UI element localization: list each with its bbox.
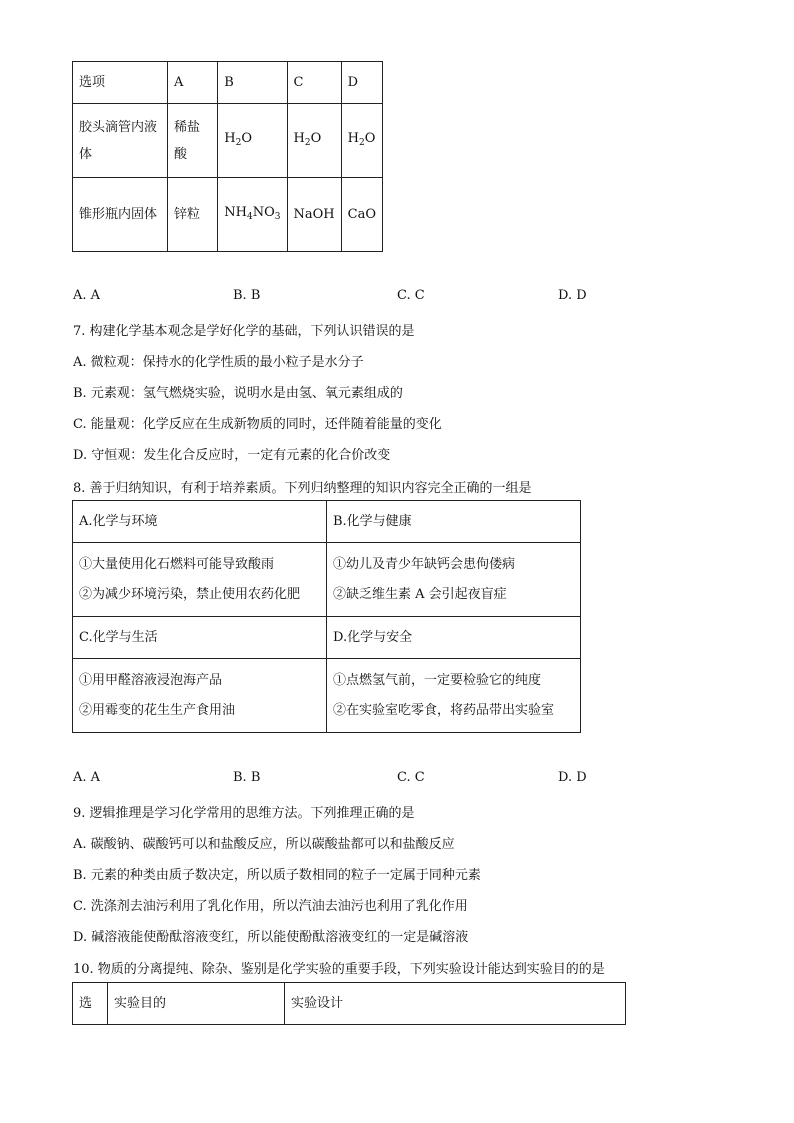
q7-option-b[interactable]: B. 元素观：氢气燃烧实验，说明水是由氢、氧元素组成的 [73,386,403,401]
q8-a-item-2: ②为减少环境污染，禁止使用农药化肥 [79,586,301,602]
q10-header-option: 选 [73,983,108,1025]
q9-option-c[interactable]: C. 洗涤剂去油污利用了乳化作用，所以汽油去油污也利用了乳化作用 [73,899,468,914]
q8-a-items [73,543,327,617]
q10-table [72,982,626,1025]
q6-row2-c: NaOH [287,178,341,252]
q8-c-items [73,659,327,733]
q8-answer-c[interactable]: C. C [397,770,425,785]
q6-row1-c: $H_2O$ [287,104,341,178]
q6-answer-b[interactable]: B. B [233,288,261,303]
q8-c-title: C.化学与生活 [73,617,327,659]
q6-row2-label: 锥形瓶内固体 [73,178,168,252]
q6-header-option: 选项 [73,62,168,104]
q6-row2-b: $NH_4NO_3$ [218,178,287,252]
q8-c-item-1: ①用甲醛溶液浸泡海产品 [79,672,223,688]
q6-header-a: A [167,62,217,104]
q8-b-title: B.化学与健康 [327,501,581,543]
q7-option-c[interactable]: C. 能量观：化学反应在生成新物质的同时，还伴随着能量的变化 [73,417,442,432]
q6-row1-b: $H_2O$ [218,104,287,178]
q6-table [72,61,383,252]
q7-stem: 7. 构建化学基本观念是学好化学的基础，下列认识错误的是 [73,324,415,339]
q8-a-item-1: ①大量使用化石燃料可能导致酸雨 [79,556,275,572]
q7-option-d[interactable]: D. 守恒观：发生化合反应时，一定有元素的化合价改变 [73,448,391,463]
q8-answer-b[interactable]: B. B [233,770,261,785]
q9-option-a[interactable]: A. 碳酸钠、碳酸钙可以和盐酸反应，所以碳酸盐都可以和盐酸反应 [73,837,455,852]
q8-stem: 8. 善于归纳知识，有利于培养素质。下列归纳整理的知识内容完全正确的一组是 [73,481,532,496]
q10-header-purpose: 实验目的 [108,983,285,1025]
q8-b-items [327,543,581,617]
q8-d-item-1: ①点燃氢气前，一定要检验它的纯度 [333,672,542,688]
q9-option-d[interactable]: D. 碱溶液能使酚酞溶液变红，所以能使酚酞溶液变红的一定是碱溶液 [73,930,469,945]
q8-d-item-2: ②在实验室吃零食，将药品带出实验室 [333,702,555,718]
q6-answer-c[interactable]: C. C [397,288,425,303]
q8-answer-d[interactable]: D. D [558,770,587,785]
q6-header-b: B [218,62,287,104]
q7-option-a[interactable]: A. 微粒观：保持水的化学性质的最小粒子是水分子 [73,355,364,370]
q9-stem: 9. 逻辑推理是学习化学常用的思维方法。下列推理正确的是 [73,806,415,821]
q6-row2-d: CaO [341,178,382,252]
q10-header-design: 实验设计 [285,983,626,1025]
q10-stem: 10. 物质的分离提纯、除杂、鉴别是化学实验的重要手段，下列实验设计能达到实验目的的是 [73,962,605,977]
q8-answer-a[interactable]: A. A [73,770,101,785]
q6-answer-d[interactable]: D. D [558,288,587,303]
q8-table [72,500,581,733]
q8-b-item-1: ①幼儿及青少年缺钙会患佝偻病 [333,556,516,572]
q6-answer-a[interactable]: A. A [73,288,101,303]
q8-a-title: A.化学与环境 [73,501,327,543]
q8-d-items [327,659,581,733]
q6-header-c: C [287,62,341,104]
q6-row1-d: $H_2O$ [341,104,382,178]
q9-option-b[interactable]: B. 元素的种类由质子数决定，所以质子数相同的粒子一定属于同种元素 [73,868,481,883]
q8-c-item-2: ②用霉变的花生生产食用油 [79,702,236,718]
q8-b-item-2: ②缺乏维生素 A 会引起夜盲症 [333,586,507,602]
q6-row1-a: 稀盐酸 [167,104,217,178]
q6-header-d: D [341,62,382,104]
q8-d-title: D.化学与安全 [327,617,581,659]
q6-row2-a: 锌粒 [167,178,217,252]
q6-row1-label: 胶头滴管内液体 [73,104,168,178]
